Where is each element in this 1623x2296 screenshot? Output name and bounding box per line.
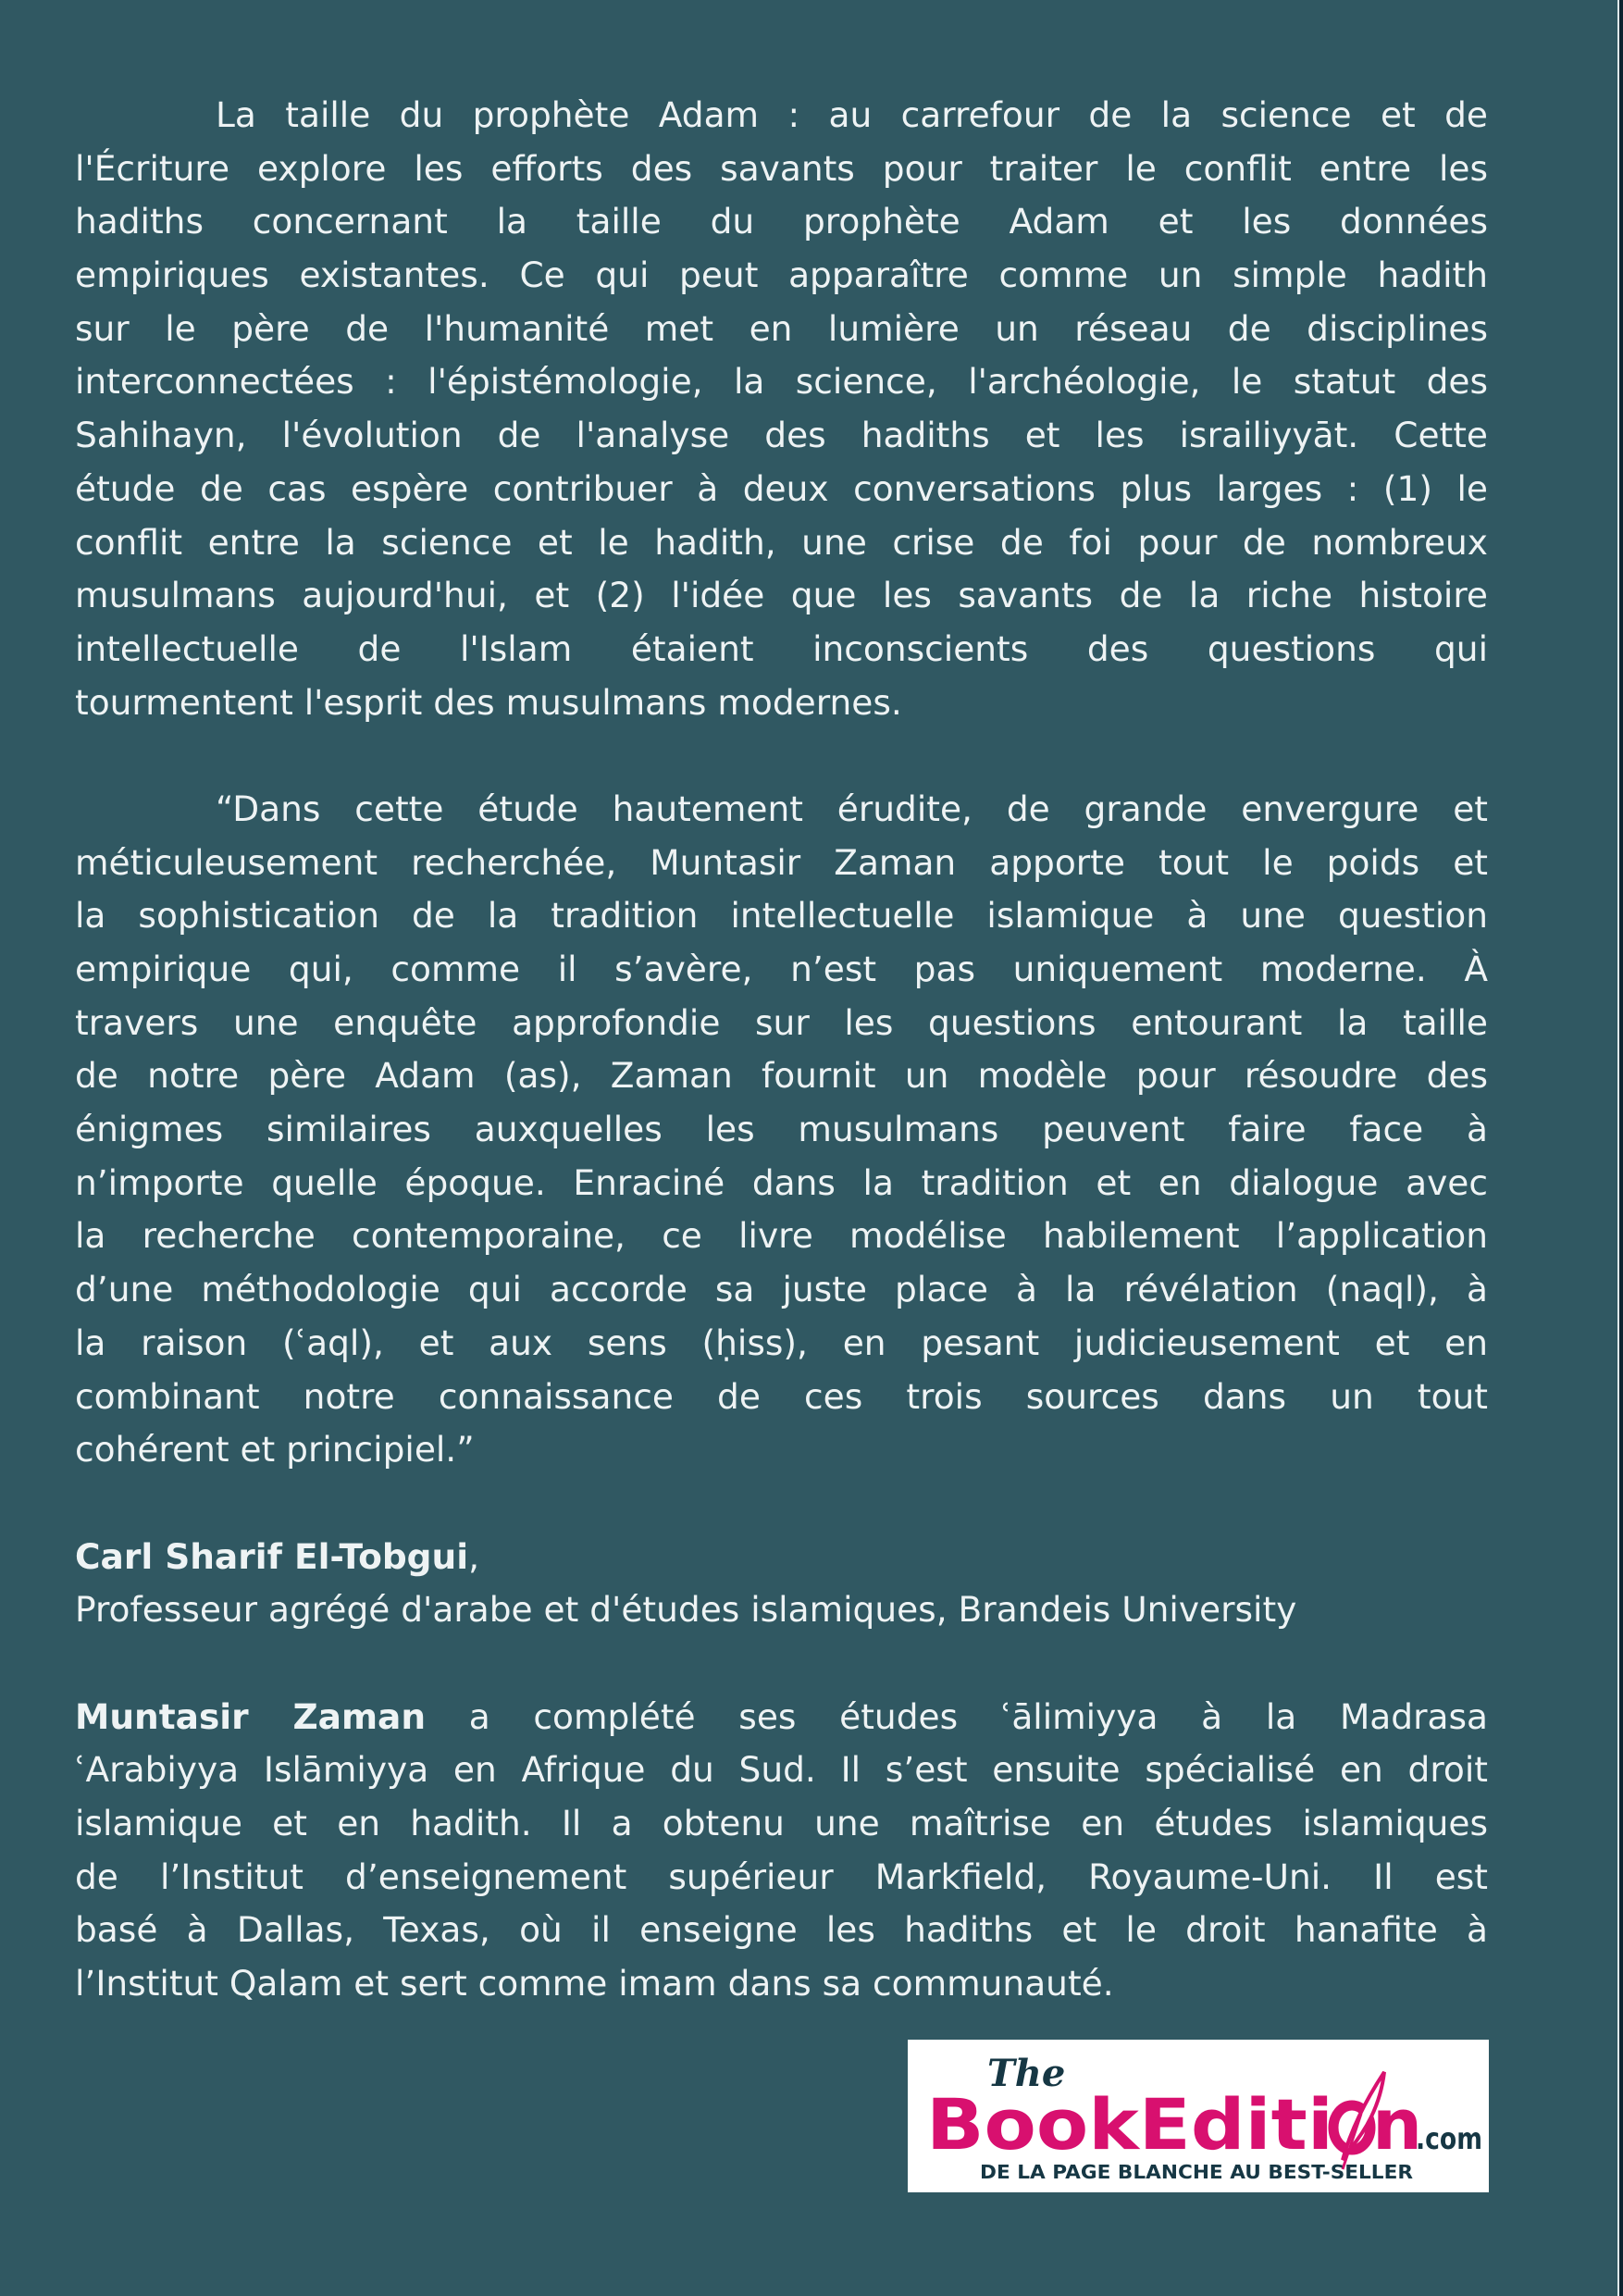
summary-paragraph xyxy=(75,89,1488,729)
text-line: la sophistication de la tradition intellectuelle islamique à une question xyxy=(75,895,1488,937)
text-line: “Dans cette étude hautement érudite, de grande envergure et xyxy=(216,788,1488,829)
logo-brand-end: n xyxy=(1372,2083,1423,2166)
text-line: intellectuelle de l'Islam étaient inconscients des questions qui xyxy=(75,627,1488,669)
text-line: conflit entre la science et le hadith, une crise de foi pour de nombreux xyxy=(75,521,1488,563)
author-name: Muntasir Zaman xyxy=(75,1695,427,1737)
text-line: islamique et en hadith. Il a obtenu une maîtrise en études islamiques xyxy=(75,1803,1488,1843)
text-line: Sahihayn, l'évolution de l'analyse des hadiths et les israiliyyāt. Cette xyxy=(75,415,1488,456)
text-line: d’une méthodologie qui accorde sa juste place à la révélation (naql), à xyxy=(75,1269,1488,1310)
text-line: l’Institut Qalam et sert comme imam dans sa communauté. xyxy=(75,1963,1114,2004)
text-line: étude de cas espère contribuer à deux conversations plus larges : (1) le xyxy=(75,467,1488,509)
text-line: combinant notre connaissance de ces trois sources dans un tout xyxy=(75,1375,1488,1417)
text-line: musulmans aujourd'hui, et (2) l'idée que les savants de la riche histoire xyxy=(75,575,1488,616)
text-line: méticuleusement recherchée, Muntasir Zaman apporte tout le poids et xyxy=(75,841,1488,883)
text-line: n’importe quelle époque. Enraciné dans la tradition et en dialogue avec xyxy=(75,1161,1488,1203)
text-line: hadiths concernant la taille du prophète Adam et les données xyxy=(75,201,1488,242)
back-cover-text xyxy=(75,89,1488,2064)
text-line: de notre père Adam (as), Zaman fournit un modèle pour résoudre des xyxy=(75,1055,1488,1097)
text-line: tourmentent l'esprit des musulmans modernes. xyxy=(75,681,902,723)
text-line: l'Écriture explore les efforts des savants pour traiter le conflit entre les xyxy=(75,147,1488,189)
text-line: la recherche contemporaine, ce livre modélise habilement l’application xyxy=(75,1215,1488,1257)
thebookedition-logo xyxy=(908,2040,1489,2192)
bio-first-line xyxy=(75,1691,1488,1744)
endorser-name-comma: , xyxy=(468,1535,480,1577)
publisher-logo xyxy=(908,2040,1489,2192)
text-line: la raison (ʿaql), et aux sens (ḥiss), en pesant judicieusement et en xyxy=(75,1322,1488,1363)
text-line: de l’Institut d’enseignement supérieur Markfield, Royaume-Uni. Il est xyxy=(75,1855,1488,1897)
text-line: travers une enquête approfondie sur les questions entourant la taille xyxy=(75,1001,1488,1043)
text-line: ʿArabiyya Islāmiyya en Afrique du Sud. Il s’est ensuite spécialisé en droit xyxy=(75,1749,1488,1791)
text-line: interconnectées : l'épistémologie, la science, l'archéologie, le statut des xyxy=(75,361,1488,403)
logo-tagline: DE LA PAGE BLANCHE AU BEST-SELLER xyxy=(980,2161,1413,2183)
text-line: sur le père de l'humanité met en lumière un réseau de disciplines xyxy=(75,307,1488,349)
text-line: énigmes similaires auxquelles les musulmans peuvent faire face à xyxy=(75,1109,1488,1150)
logo-domain: .com xyxy=(1416,2121,1482,2156)
bio-first-line-text: a complété ses études ʿālimiyya à la Madrasa xyxy=(468,1695,1489,1737)
right-edge-spine xyxy=(1619,0,1623,2296)
endorser-signature xyxy=(75,1531,1488,1637)
endorser-title: Professeur agrégé d'arabe et d'études islamiques, Brandeis University xyxy=(75,1589,1297,1631)
text-line: La taille du prophète Adam : au carrefour de la science et de xyxy=(216,94,1488,135)
text-line: cohérent et principiel.” xyxy=(75,1429,475,1471)
author-bio xyxy=(75,1691,1488,2011)
endorser-name: Carl Sharif El-Tobgui xyxy=(75,1535,469,1577)
endorser-name-line xyxy=(75,1531,1488,1584)
endorsement-quote xyxy=(75,783,1488,1477)
logo-the: The xyxy=(987,2052,1066,2095)
logo-brand-main: BookEditi xyxy=(926,2083,1333,2166)
text-line: empiriques existantes. Ce qui peut apparaître comme un simple hadith xyxy=(75,254,1488,296)
text-line: empirique qui, comme il s’avère, n’est pas uniquement moderne. À xyxy=(75,949,1488,989)
text-line: basé à Dallas, Texas, où il enseigne les hadiths et le droit hanafite à xyxy=(75,1909,1488,1951)
